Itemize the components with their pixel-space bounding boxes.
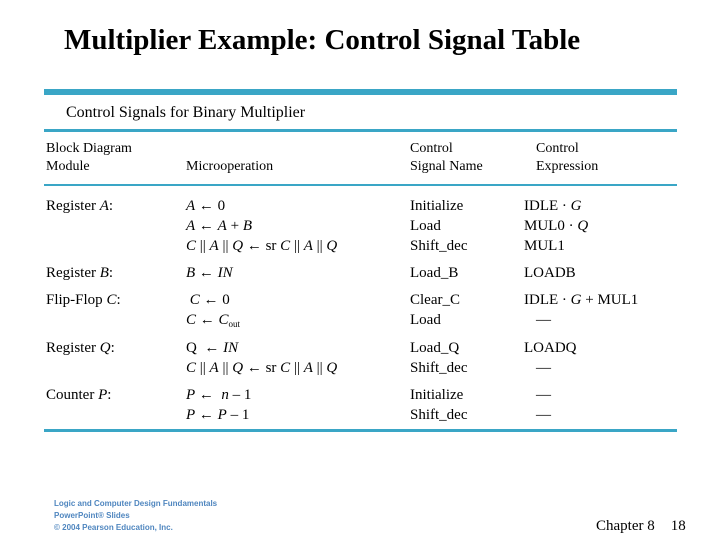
- header-microoperation: Microoperation: [186, 159, 274, 174]
- table-row-signals: Clear_C Load: [410, 292, 460, 328]
- table-rule-top: [44, 129, 677, 132]
- table-row-signals: Initialize Load Shift_dec: [410, 198, 468, 254]
- chapter-label: Chapter 8: [596, 518, 655, 534]
- table-row-expressions: IDLE · G MUL0 · Q MUL1: [524, 198, 589, 254]
- table-row-module: Counter P:: [46, 387, 112, 403]
- table-row-microops: P ← n – 1 P ← P – 1: [186, 387, 252, 423]
- table-row-expressions: LOADB: [524, 265, 576, 281]
- table-row-signals: Load_Q Shift_dec: [410, 340, 468, 376]
- publisher-logo: Logic and Computer Design Fundamentals PowerPoint® Slides © 2004 Pearson Education, Inc.: [54, 499, 218, 532]
- table-row-signals: Initialize Shift_dec: [410, 387, 468, 423]
- header-module: Block Diagram Module: [46, 141, 132, 174]
- table-row-module: Flip-Flop C:: [46, 292, 121, 308]
- table-row-expressions: IDLE · G + MUL1 —: [524, 292, 639, 328]
- table-rule-bottom: [44, 429, 677, 432]
- table-row-module: Register Q:: [46, 340, 115, 356]
- caption-band: [44, 89, 677, 95]
- table-caption: Control Signals for Binary Multiplier: [66, 104, 306, 121]
- table-row-expressions: LOADQ —: [524, 340, 577, 376]
- table-row-microops: Q ← IN C || A || Q ← sr C || A || Q: [186, 340, 338, 376]
- slide-footer: [596, 518, 686, 535]
- table-row-microops: C ← 0 C ← $C_{out}$: [186, 292, 241, 329]
- table-row-microops: A ← 0 A ← A + B C || A || Q ← sr C || A || Q: [186, 198, 338, 254]
- table-row-microops: B ← IN: [186, 265, 233, 281]
- table-row-module: Register B:: [46, 265, 114, 281]
- header-signal-name: Control Signal Name: [410, 141, 483, 174]
- table-rule-header: [44, 184, 677, 186]
- table-row-signals: Load_B: [410, 265, 459, 281]
- page-number: 18: [670, 518, 686, 534]
- table-row-expressions: — —: [536, 387, 551, 423]
- header-expression: Control Expression: [536, 141, 599, 174]
- table-row-module: Register A:: [46, 198, 114, 214]
- slide-title: Multiplier Example: Control Signal Table: [64, 24, 581, 56]
